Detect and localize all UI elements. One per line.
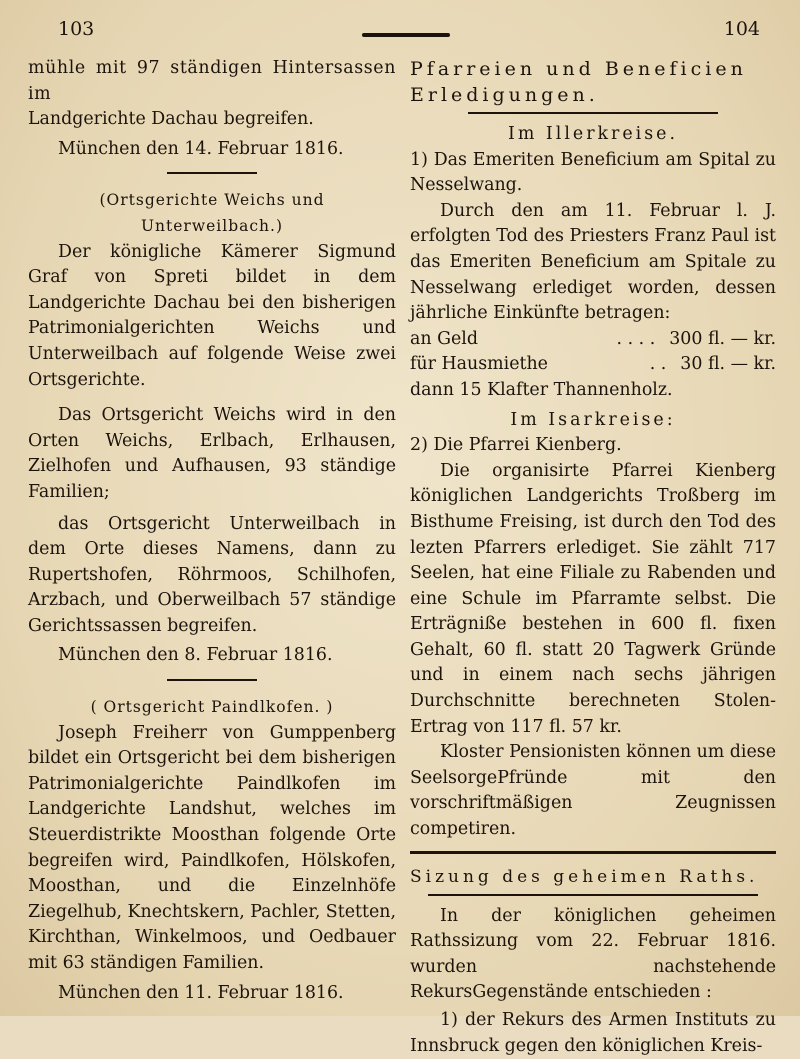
list-item: 1) der Rekurs des Armen Instituts zu Innsbruck gegen den königlichen Kreis-: [410, 1010, 776, 1056]
income-dots: . . . .: [616, 328, 656, 349]
paragraph: Kloster Pensionisten können um diese SeelsorgePfründe mit den vorschriftmäßigen Zeugnissen competiren.: [410, 742, 776, 840]
income-row: [410, 352, 776, 378]
income-amount: 30 fl. — kr.: [680, 354, 776, 375]
income-label: für Hausmiethe: [410, 354, 548, 375]
paragraph: Das Ortsgericht Weichs wird in den Orten Weichs, Erlbach, Erlhausen, Zielhofen und Aufhausen, 93 ständige Familien;: [28, 405, 396, 502]
paragraph: In der königlichen geheimen Rathssizung vom 22. Februar 1816. wurden nachstehende RekursGegenstände entschieden :: [410, 905, 776, 1003]
page-number-right: 104: [723, 18, 760, 40]
paragraph: Die organisirte Pfarrei Kienberg königlichen Landgerichts Troßberg im Bisthume Freising, ist durch den Tod des lezten Pfarrers erlediget. Sie zählt 717 Seelen, hat eine Filiale zu Rabenden und eine Schule im Pfarramte selbst. Die Erträgniße bestehen in 600 fl. fixen Gehalt, 60 fl. statt 20 Tagwerk Gründe und in einem nach sechs jährigen Durchschnitte berechneten Stolen-Ertrag von 117 fl. 57 kr.: [410, 460, 776, 737]
date-line: München den 14. Februar 1816.: [58, 138, 344, 159]
paragraph-line: Landgerichte Dachau begreifen.: [28, 109, 314, 130]
header-rule: [362, 33, 450, 37]
section-title: Pfarreien und Beneficien: [410, 58, 747, 80]
date-line: München den 11. Februar 1816.: [58, 982, 344, 1003]
date-line: München den 8. Februar 1816.: [58, 645, 333, 666]
right-column: [410, 56, 776, 1059]
income-amount: 300 fl. — kr.: [669, 328, 776, 349]
paragraph: Der königliche Kämerer Sigmund Graf von Spreti bildet in dem Landgerichte Dachau bei den bisherigen Patrimonialgerichten Weichs und Unterweilbach auf folgende Weise zwei Ortsgerichte.: [28, 241, 396, 390]
paragraph: Durch den am 11. Februar l. J. erfolgten Tod des Priesters Franz Paul ist das Emeriten Beneficium am Spitale zu Nesselwang erlediget worden, dessen jährliche Einkünfte betragen:: [410, 200, 777, 324]
item-title: 1) Das Emeriten Beneficium am Spital zu Nesselwang.: [410, 149, 776, 196]
spacer: [28, 393, 396, 403]
section-title: Erledigungen.: [410, 84, 599, 106]
item-title: 2) Die Pfarrei Kienberg.: [410, 435, 622, 456]
section-divider: [410, 851, 776, 854]
income-table: [410, 327, 776, 378]
page-number-left: 103: [58, 18, 95, 40]
income-dots: . .: [649, 354, 667, 375]
region-heading: Im Isarkreise:: [510, 409, 676, 430]
paragraph: das Ortsgericht Unterweilbach in dem Orte dieses Namens, dann zu Rupertshofen, Röhrmoos, Schilhofen, Arzbach, und Oberweilbach 57 ständige Gerichtssassen begreifen.: [28, 513, 396, 636]
paragraph: Joseph Freiherr von Gumppenberg bildet ein Ortsgericht bei dem bisherigen Patrimonialgerichte Paindlkofen im Landgerichte Landshut, welches im Steuerdistrikte Moosthan folgende Orte begreifen wird, Paindlkofen, Hölskofen, Moosthan, und die Einzelnhöfe Ziegelhub, Knechtskern, Pachler, Stetten, Kirchthan, Winkelmoos, und Oedbauer mit 63 ständigen Familien.: [28, 722, 396, 973]
left-column: [28, 56, 396, 1006]
paragraph-line: mühle mit 97 ständigen Hintersassen im: [28, 58, 396, 104]
region-heading: Im Illerkreise.: [508, 124, 678, 144]
section-divider: [167, 172, 257, 174]
section-divider: [167, 679, 257, 681]
section-divider: [428, 894, 758, 896]
income-label: an Geld: [410, 328, 478, 349]
income-row: [410, 327, 776, 353]
section-divider: [468, 112, 718, 114]
section-title: Sizung des geheimen Raths.: [410, 866, 759, 887]
paragraph-line: dann 15 Klafter Thannenholz.: [410, 379, 673, 400]
section-heading: (Ortsgerichte Weichs und Unterweilbach.): [99, 191, 325, 235]
section-heading: ( Ortsgericht Paindlkofen. ): [90, 698, 334, 717]
